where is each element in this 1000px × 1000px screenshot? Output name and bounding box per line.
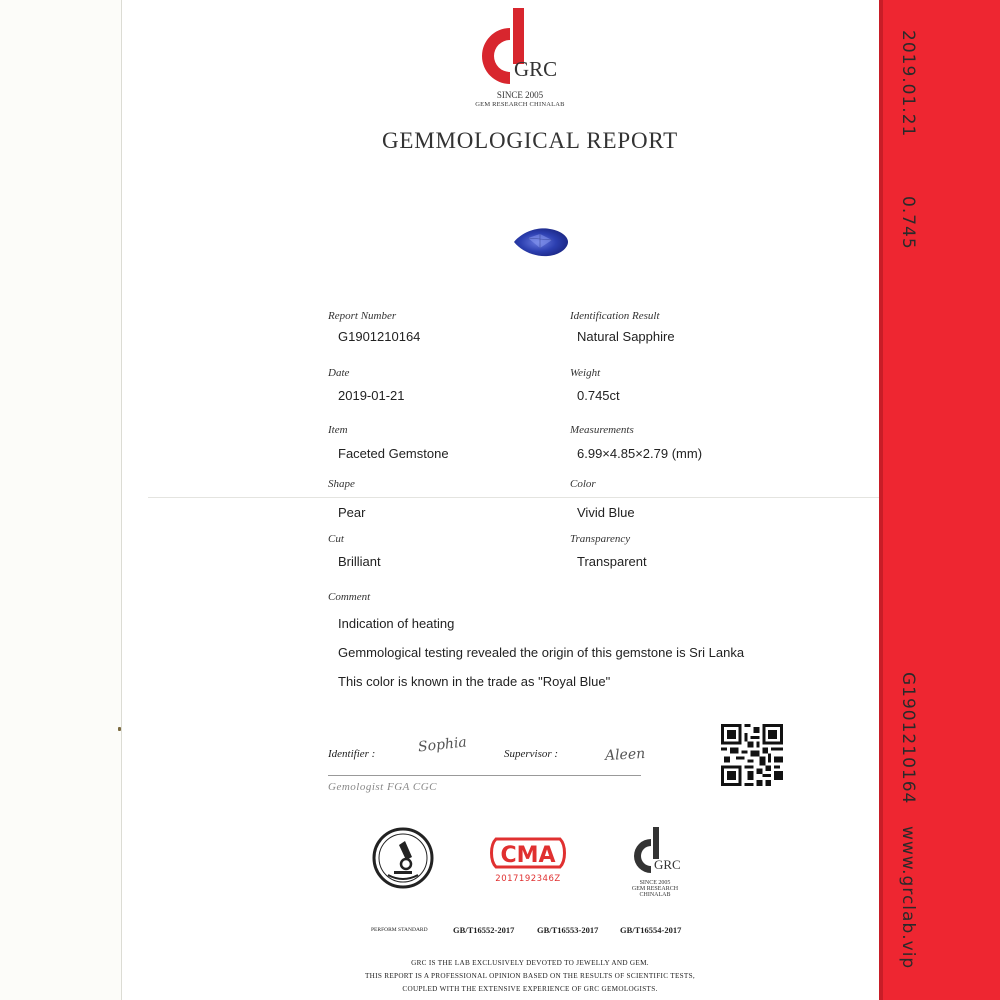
comment-label: Comment xyxy=(328,591,371,603)
identification-result-value: Natural Sapphire xyxy=(577,329,675,344)
date-label: Date xyxy=(328,367,350,379)
svg-text:CMA: CMA xyxy=(500,843,556,868)
cnas-seal-icon xyxy=(372,827,434,889)
color-value: Vivid Blue xyxy=(577,505,635,520)
grc-seal-caption: SINCE 2005 GEM RESEARCH CHINALAB xyxy=(631,880,679,898)
identifier-label: Identifier : xyxy=(328,748,376,760)
grc-logo-icon xyxy=(470,2,570,94)
comment-line: This color is known in the trade as "Royal Blue" xyxy=(338,674,611,689)
comment-line: Indication of heating xyxy=(338,616,455,631)
transparency-label: Transparency xyxy=(570,533,631,545)
signature-line xyxy=(328,775,641,776)
band-date: 2019.01.21 xyxy=(898,30,918,138)
standards-label: PERFORM STANDARD xyxy=(371,927,428,933)
color-label: Color xyxy=(570,478,596,490)
standard-code: GB/T16554-2017 xyxy=(620,925,682,935)
measurements-label: Measurements xyxy=(570,424,634,436)
date-value: 2019-01-21 xyxy=(338,388,405,403)
gemstone-image xyxy=(510,222,570,262)
standard-code: GB/T16553-2017 xyxy=(537,925,599,935)
supervisor-label: Supervisor : xyxy=(504,748,559,760)
svg-text:GRC: GRC xyxy=(514,57,558,81)
cma-number: 2017192346Z xyxy=(495,874,561,884)
shape-value: Pear xyxy=(338,505,366,520)
scan-speck xyxy=(118,727,121,731)
brand-since: SINCE 2005 GEM RESEARCH CHINALAB xyxy=(475,90,565,108)
transparency-value: Transparent xyxy=(577,554,647,569)
report-number-label: Report Number xyxy=(328,310,397,322)
report-title: GEMMOLOGICAL REPORT xyxy=(382,128,678,153)
weight-value: 0.745ct xyxy=(577,388,620,403)
identification-result-label: Identification Result xyxy=(570,310,660,322)
cut-label: Cut xyxy=(328,533,344,545)
band-weight: 0.745 xyxy=(898,196,918,250)
grc-seal-icon xyxy=(628,825,688,880)
footer-disclaimer: GRC IS THE LAB EXCLUSIVELY DEVOTED TO JEWELLY AND GEM. THIS REPORT IS A PROFESSIONAL OPINION BASED ON THE RESULTS OF SCIENTIFIC TESTS, COUPLED WITH THE EXTENSIVE EXPERIENCE OF GRC GEMOLOGISTS. xyxy=(364,959,696,993)
svg-text:GRC: GRC xyxy=(654,857,681,872)
scan-margin xyxy=(0,0,122,1000)
qr-code-icon xyxy=(721,724,783,786)
item-value: Faceted Gemstone xyxy=(338,446,449,461)
item-label: Item xyxy=(328,424,348,436)
fold-line xyxy=(148,497,879,498)
cma-seal-icon xyxy=(488,833,568,873)
weight-label: Weight xyxy=(570,367,601,379)
shape-label: Shape xyxy=(328,478,355,490)
report-number-value: G1901210164 xyxy=(338,329,421,344)
cut-value: Brilliant xyxy=(338,554,381,569)
comment-line: Gemmological testing revealed the origin of this gemstone is Sri Lanka xyxy=(338,645,745,660)
measurements-value: 6.99×4.85×2.79 (mm) xyxy=(577,446,703,461)
band-website: www.grclab.vip xyxy=(898,826,918,970)
supervisor-signature: Aleen xyxy=(604,745,646,765)
identifier-signature: Sophia xyxy=(417,734,468,756)
gemologist-credentials: Gemologist FGA CGC xyxy=(328,781,438,793)
standard-code: GB/T16552-2017 xyxy=(453,925,515,935)
band-report-number: G1901210164 xyxy=(898,672,918,805)
